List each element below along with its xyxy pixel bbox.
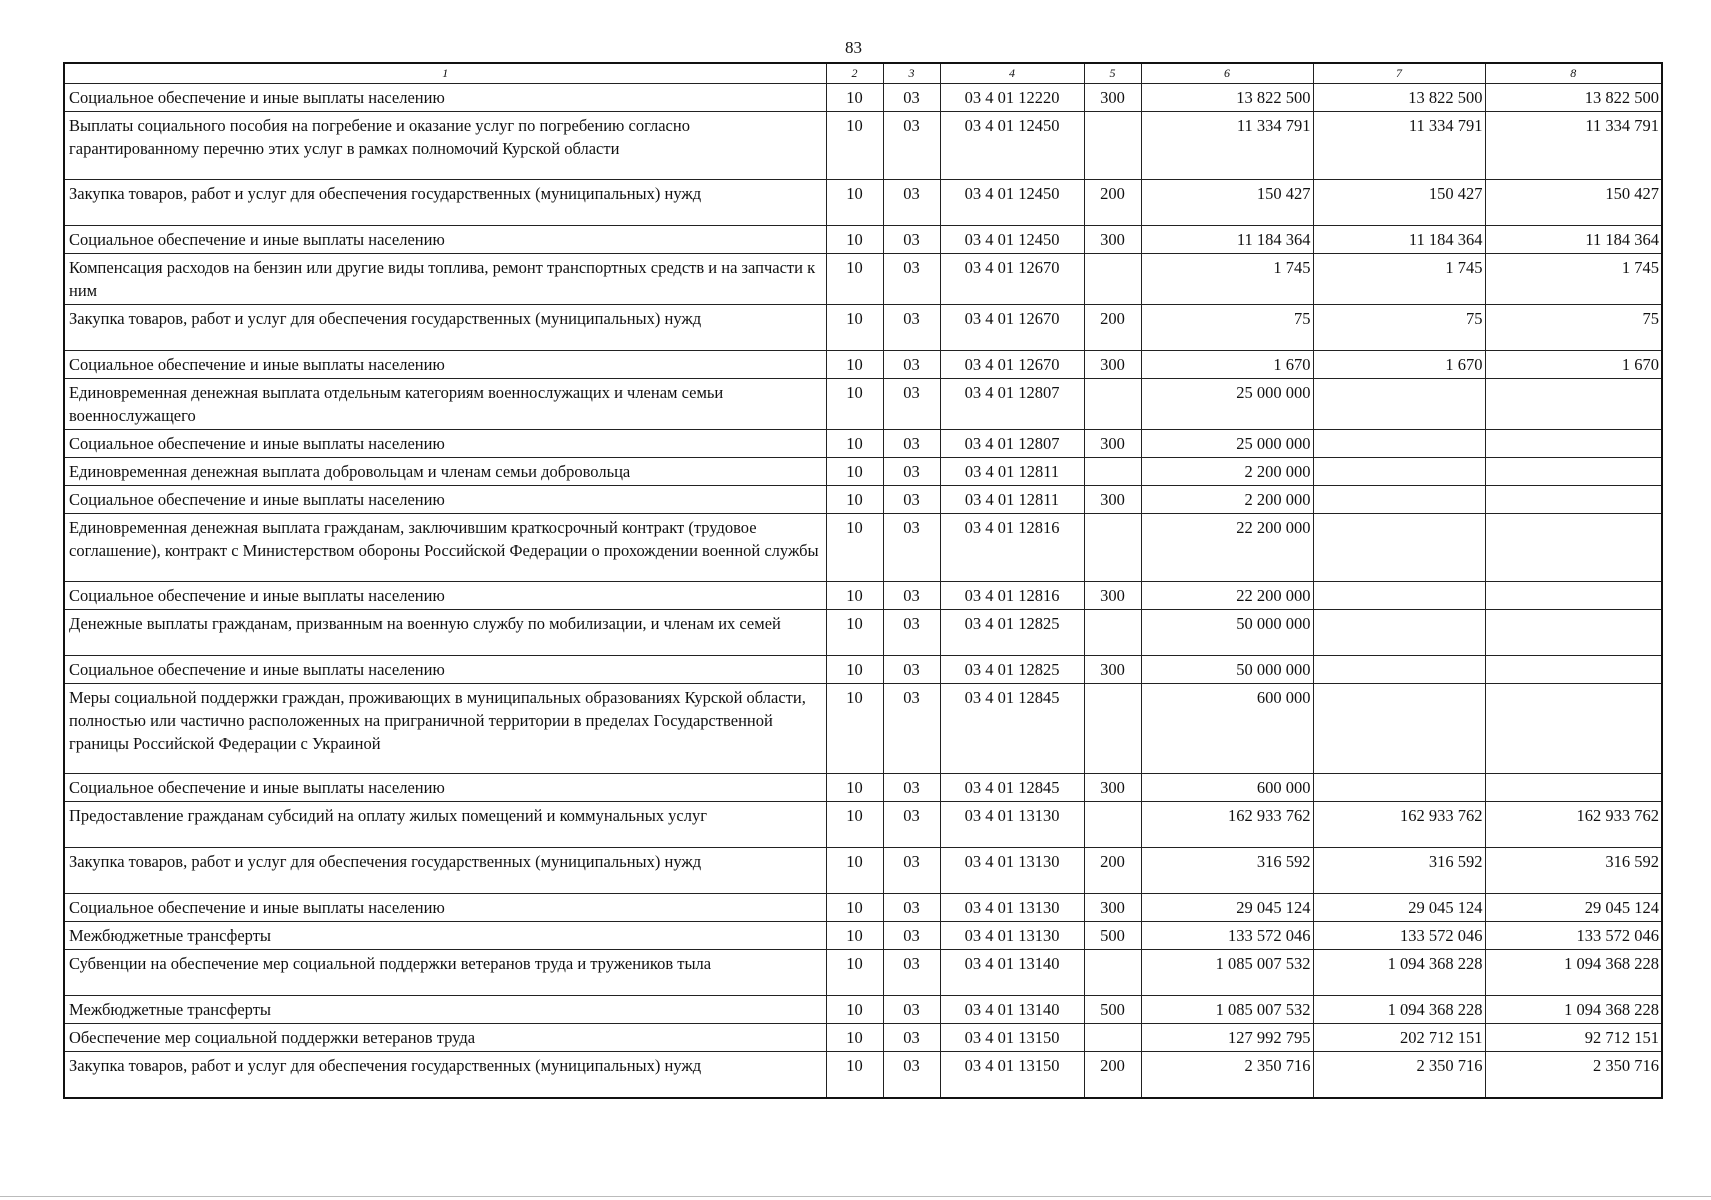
table-row: [64, 894, 1662, 922]
expense-type-code: 200: [1084, 305, 1141, 351]
subsection-code: 03: [883, 1024, 940, 1052]
subsection-code: 03: [883, 458, 940, 486]
amount-col-8: 1 094 368 228: [1485, 996, 1662, 1024]
amount-col-7: [1313, 774, 1485, 802]
expense-type-code: [1084, 1024, 1141, 1052]
row-description: Межбюджетные трансферты: [64, 922, 826, 950]
amount-col-8: 75: [1485, 305, 1662, 351]
amount-col-7: 2 350 716: [1313, 1052, 1485, 1098]
table-row: [64, 351, 1662, 379]
section-code: 10: [826, 582, 883, 610]
table-row: [64, 774, 1662, 802]
section-code: 10: [826, 486, 883, 514]
subsection-code: 03: [883, 84, 940, 112]
section-code: 10: [826, 894, 883, 922]
table-row: [64, 430, 1662, 458]
row-description: Единовременная денежная выплата отдельным категориям военнослужащих и членам семьи военнослужащего: [64, 379, 826, 430]
subsection-code: 03: [883, 254, 940, 305]
subsection-code: 03: [883, 514, 940, 582]
target-article-code: 03 4 01 12670: [940, 351, 1084, 379]
section-code: 10: [826, 84, 883, 112]
table-row: [64, 486, 1662, 514]
target-article-code: 03 4 01 12450: [940, 112, 1084, 180]
amount-col-6: 25 000 000: [1141, 430, 1313, 458]
amount-col-8: 1 094 368 228: [1485, 950, 1662, 996]
column-header: 5: [1084, 63, 1141, 84]
table-row: [64, 305, 1662, 351]
scan-edge-line: [0, 1196, 1711, 1197]
target-article-code: 03 4 01 13130: [940, 922, 1084, 950]
amount-col-8: 11 184 364: [1485, 226, 1662, 254]
section-code: 10: [826, 305, 883, 351]
target-article-code: 03 4 01 13150: [940, 1052, 1084, 1098]
amount-col-6: 1 085 007 532: [1141, 996, 1313, 1024]
amount-col-8: 1 745: [1485, 254, 1662, 305]
row-description: Единовременная денежная выплата гражданам, заключившим краткосрочный контракт (трудовое соглашение), контракт с Министерством обороны Российской Федерации о прохождении военной службы: [64, 514, 826, 582]
amount-col-6: 50 000 000: [1141, 610, 1313, 656]
amount-col-8: 29 045 124: [1485, 894, 1662, 922]
amount-col-7: 75: [1313, 305, 1485, 351]
subsection-code: 03: [883, 486, 940, 514]
section-code: 10: [826, 1024, 883, 1052]
amount-col-7: [1313, 430, 1485, 458]
amount-col-7: 11 334 791: [1313, 112, 1485, 180]
target-article-code: 03 4 01 12450: [940, 180, 1084, 226]
amount-col-6: 1 670: [1141, 351, 1313, 379]
subsection-code: 03: [883, 379, 940, 430]
amount-col-7: 133 572 046: [1313, 922, 1485, 950]
target-article-code: 03 4 01 12825: [940, 656, 1084, 684]
expense-type-code: [1084, 684, 1141, 774]
amount-col-6: 162 933 762: [1141, 802, 1313, 848]
section-code: 10: [826, 351, 883, 379]
subsection-code: 03: [883, 922, 940, 950]
section-code: 10: [826, 922, 883, 950]
target-article-code: 03 4 01 12811: [940, 486, 1084, 514]
amount-col-8: 162 933 762: [1485, 802, 1662, 848]
amount-col-6: 316 592: [1141, 848, 1313, 894]
subsection-code: 03: [883, 656, 940, 684]
row-description: Меры социальной поддержки граждан, проживающих в муниципальных образованиях Курской области, полностью или частично расположенных на приграничной территории в пределах Государственной границы Российской Федерации с Украиной: [64, 684, 826, 774]
table-row: [64, 1024, 1662, 1052]
row-description: Выплаты социального пособия на погребение и оказание услуг по погребению согласно гарантированному перечню этих услуг в рамках полномочий Курской области: [64, 112, 826, 180]
expense-type-code: [1084, 254, 1141, 305]
section-code: 10: [826, 430, 883, 458]
section-code: 10: [826, 458, 883, 486]
amount-col-7: 13 822 500: [1313, 84, 1485, 112]
expense-type-code: 300: [1084, 656, 1141, 684]
amount-col-8: [1485, 458, 1662, 486]
subsection-code: 03: [883, 802, 940, 848]
subsection-code: 03: [883, 1052, 940, 1098]
target-article-code: 03 4 01 13140: [940, 950, 1084, 996]
amount-col-8: [1485, 486, 1662, 514]
table-row: [64, 802, 1662, 848]
expense-type-code: 300: [1084, 582, 1141, 610]
row-description: Социальное обеспечение и иные выплаты населению: [64, 656, 826, 684]
amount-col-6: 13 822 500: [1141, 84, 1313, 112]
amount-col-8: 1 670: [1485, 351, 1662, 379]
amount-col-8: [1485, 610, 1662, 656]
amount-col-6: 29 045 124: [1141, 894, 1313, 922]
target-article-code: 03 4 01 13130: [940, 894, 1084, 922]
target-article-code: 03 4 01 12450: [940, 226, 1084, 254]
section-code: 10: [826, 656, 883, 684]
section-code: 10: [826, 514, 883, 582]
table-row: [64, 254, 1662, 305]
amount-col-8: 92 712 151: [1485, 1024, 1662, 1052]
amount-col-6: 11 334 791: [1141, 112, 1313, 180]
section-code: 10: [826, 996, 883, 1024]
subsection-code: 03: [883, 112, 940, 180]
amount-col-7: [1313, 610, 1485, 656]
table-row: [64, 656, 1662, 684]
amount-col-8: 150 427: [1485, 180, 1662, 226]
column-header: 6: [1141, 63, 1313, 84]
column-header: 3: [883, 63, 940, 84]
expense-type-code: 300: [1084, 351, 1141, 379]
table-row: [64, 514, 1662, 582]
expense-type-code: 200: [1084, 180, 1141, 226]
table-row: [64, 848, 1662, 894]
subsection-code: 03: [883, 894, 940, 922]
amount-col-6: 2 200 000: [1141, 486, 1313, 514]
column-header: 8: [1485, 63, 1662, 84]
target-article-code: 03 4 01 12845: [940, 774, 1084, 802]
expense-type-code: 300: [1084, 84, 1141, 112]
target-article-code: 03 4 01 12670: [940, 254, 1084, 305]
row-description: Межбюджетные трансферты: [64, 996, 826, 1024]
amount-col-8: [1485, 582, 1662, 610]
amount-col-7: 316 592: [1313, 848, 1485, 894]
expense-type-code: 200: [1084, 1052, 1141, 1098]
amount-col-6: 1 085 007 532: [1141, 950, 1313, 996]
amount-col-7: [1313, 486, 1485, 514]
target-article-code: 03 4 01 12670: [940, 305, 1084, 351]
amount-col-6: 600 000: [1141, 774, 1313, 802]
amount-col-7: 150 427: [1313, 180, 1485, 226]
row-description: Социальное обеспечение и иные выплаты населению: [64, 84, 826, 112]
expense-type-code: [1084, 514, 1141, 582]
amount-col-8: 11 334 791: [1485, 112, 1662, 180]
page-number: 83: [845, 38, 862, 57]
amount-col-7: 11 184 364: [1313, 226, 1485, 254]
amount-col-6: 150 427: [1141, 180, 1313, 226]
row-description: Денежные выплаты гражданам, призванным на военную службу по мобилизации, и членам их семей: [64, 610, 826, 656]
table-row: [64, 226, 1662, 254]
table-row: [64, 950, 1662, 996]
section-code: 10: [826, 226, 883, 254]
column-header: 4: [940, 63, 1084, 84]
subsection-code: 03: [883, 226, 940, 254]
row-description: Социальное обеспечение и иные выплаты населению: [64, 582, 826, 610]
budget-table: [63, 62, 1663, 1099]
amount-col-8: [1485, 430, 1662, 458]
row-description: Социальное обеспечение и иные выплаты населению: [64, 894, 826, 922]
column-header: 7: [1313, 63, 1485, 84]
amount-col-6: 600 000: [1141, 684, 1313, 774]
expense-type-code: [1084, 379, 1141, 430]
table-row: [64, 458, 1662, 486]
table-row: [64, 180, 1662, 226]
amount-col-8: [1485, 656, 1662, 684]
row-description: Единовременная денежная выплата добровольцам и членам семьи добровольца: [64, 458, 826, 486]
section-code: 10: [826, 112, 883, 180]
amount-col-6: 11 184 364: [1141, 226, 1313, 254]
expense-type-code: [1084, 610, 1141, 656]
target-article-code: 03 4 01 13140: [940, 996, 1084, 1024]
amount-col-7: [1313, 684, 1485, 774]
target-article-code: 03 4 01 13130: [940, 802, 1084, 848]
table-row: [64, 684, 1662, 774]
amount-col-8: 133 572 046: [1485, 922, 1662, 950]
amount-col-7: 1 745: [1313, 254, 1485, 305]
target-article-code: 03 4 01 12807: [940, 379, 1084, 430]
amount-col-8: 13 822 500: [1485, 84, 1662, 112]
table-row: [64, 84, 1662, 112]
subsection-code: 03: [883, 848, 940, 894]
expense-type-code: 500: [1084, 996, 1141, 1024]
section-code: 10: [826, 610, 883, 656]
amount-col-7: 29 045 124: [1313, 894, 1485, 922]
row-description: Социальное обеспечение и иные выплаты населению: [64, 226, 826, 254]
expense-type-code: 300: [1084, 894, 1141, 922]
expense-type-code: [1084, 458, 1141, 486]
expense-type-code: 500: [1084, 922, 1141, 950]
amount-col-7: 1 094 368 228: [1313, 950, 1485, 996]
amount-col-8: 2 350 716: [1485, 1052, 1662, 1098]
amount-col-7: [1313, 379, 1485, 430]
section-code: 10: [826, 774, 883, 802]
table-row: [64, 112, 1662, 180]
subsection-code: 03: [883, 582, 940, 610]
row-description: Компенсация расходов на бензин или другие виды топлива, ремонт транспортных средств и на запчасти к ним: [64, 254, 826, 305]
amount-col-6: 75: [1141, 305, 1313, 351]
expense-type-code: [1084, 950, 1141, 996]
table-row: [64, 922, 1662, 950]
target-article-code: 03 4 01 12811: [940, 458, 1084, 486]
amount-col-6: 133 572 046: [1141, 922, 1313, 950]
amount-col-8: [1485, 379, 1662, 430]
section-code: 10: [826, 802, 883, 848]
section-code: 10: [826, 684, 883, 774]
section-code: 10: [826, 180, 883, 226]
target-article-code: 03 4 01 12816: [940, 514, 1084, 582]
target-article-code: 03 4 01 13150: [940, 1024, 1084, 1052]
row-description: Социальное обеспечение и иные выплаты населению: [64, 486, 826, 514]
table-row: [64, 1052, 1662, 1098]
row-description: Субвенции на обеспечение мер социальной поддержки ветеранов труда и тружеников тыла: [64, 950, 826, 996]
column-header: 1: [64, 63, 826, 84]
target-article-code: 03 4 01 12807: [940, 430, 1084, 458]
amount-col-7: 1 094 368 228: [1313, 996, 1485, 1024]
amount-col-7: [1313, 656, 1485, 684]
column-number-header-row: [64, 63, 1662, 84]
row-description: Предоставление гражданам субсидий на оплату жилых помещений и коммунальных услуг: [64, 802, 826, 848]
row-description: Закупка товаров, работ и услуг для обеспечения государственных (муниципальных) нужд: [64, 848, 826, 894]
table-row: [64, 996, 1662, 1024]
subsection-code: 03: [883, 180, 940, 226]
amount-col-8: [1485, 684, 1662, 774]
row-description: Закупка товаров, работ и услуг для обеспечения государственных (муниципальных) нужд: [64, 180, 826, 226]
subsection-code: 03: [883, 996, 940, 1024]
table-row: [64, 582, 1662, 610]
section-code: 10: [826, 950, 883, 996]
expense-type-code: [1084, 112, 1141, 180]
row-description: Закупка товаров, работ и услуг для обеспечения государственных (муниципальных) нужд: [64, 1052, 826, 1098]
target-article-code: 03 4 01 12845: [940, 684, 1084, 774]
target-article-code: 03 4 01 12816: [940, 582, 1084, 610]
subsection-code: 03: [883, 774, 940, 802]
subsection-code: 03: [883, 430, 940, 458]
amount-col-8: 316 592: [1485, 848, 1662, 894]
subsection-code: 03: [883, 610, 940, 656]
amount-col-6: 2 200 000: [1141, 458, 1313, 486]
table-row: [64, 379, 1662, 430]
row-description: Социальное обеспечение и иные выплаты населению: [64, 774, 826, 802]
subsection-code: 03: [883, 950, 940, 996]
table-row: [64, 610, 1662, 656]
amount-col-7: [1313, 458, 1485, 486]
amount-col-7: 1 670: [1313, 351, 1485, 379]
amount-col-6: 127 992 795: [1141, 1024, 1313, 1052]
target-article-code: 03 4 01 12220: [940, 84, 1084, 112]
section-code: 10: [826, 1052, 883, 1098]
subsection-code: 03: [883, 684, 940, 774]
amount-col-6: 2 350 716: [1141, 1052, 1313, 1098]
row-description: Социальное обеспечение и иные выплаты населению: [64, 430, 826, 458]
section-code: 10: [826, 848, 883, 894]
amount-col-7: [1313, 582, 1485, 610]
expense-type-code: 200: [1084, 848, 1141, 894]
section-code: 10: [826, 254, 883, 305]
amount-col-6: 1 745: [1141, 254, 1313, 305]
amount-col-7: [1313, 514, 1485, 582]
subsection-code: 03: [883, 351, 940, 379]
column-header: 2: [826, 63, 883, 84]
target-article-code: 03 4 01 13130: [940, 848, 1084, 894]
amount-col-7: 202 712 151: [1313, 1024, 1485, 1052]
row-description: Социальное обеспечение и иные выплаты населению: [64, 351, 826, 379]
amount-col-8: [1485, 514, 1662, 582]
amount-col-8: [1485, 774, 1662, 802]
amount-col-6: 50 000 000: [1141, 656, 1313, 684]
expense-type-code: 300: [1084, 430, 1141, 458]
amount-col-6: 25 000 000: [1141, 379, 1313, 430]
row-description: Обеспечение мер социальной поддержки ветеранов труда: [64, 1024, 826, 1052]
section-code: 10: [826, 379, 883, 430]
expense-type-code: 300: [1084, 226, 1141, 254]
expense-type-code: 300: [1084, 774, 1141, 802]
amount-col-6: 22 200 000: [1141, 582, 1313, 610]
row-description: Закупка товаров, работ и услуг для обеспечения государственных (муниципальных) нужд: [64, 305, 826, 351]
target-article-code: 03 4 01 12825: [940, 610, 1084, 656]
subsection-code: 03: [883, 305, 940, 351]
amount-col-6: 22 200 000: [1141, 514, 1313, 582]
expense-type-code: [1084, 802, 1141, 848]
expense-type-code: 300: [1084, 486, 1141, 514]
amount-col-7: 162 933 762: [1313, 802, 1485, 848]
